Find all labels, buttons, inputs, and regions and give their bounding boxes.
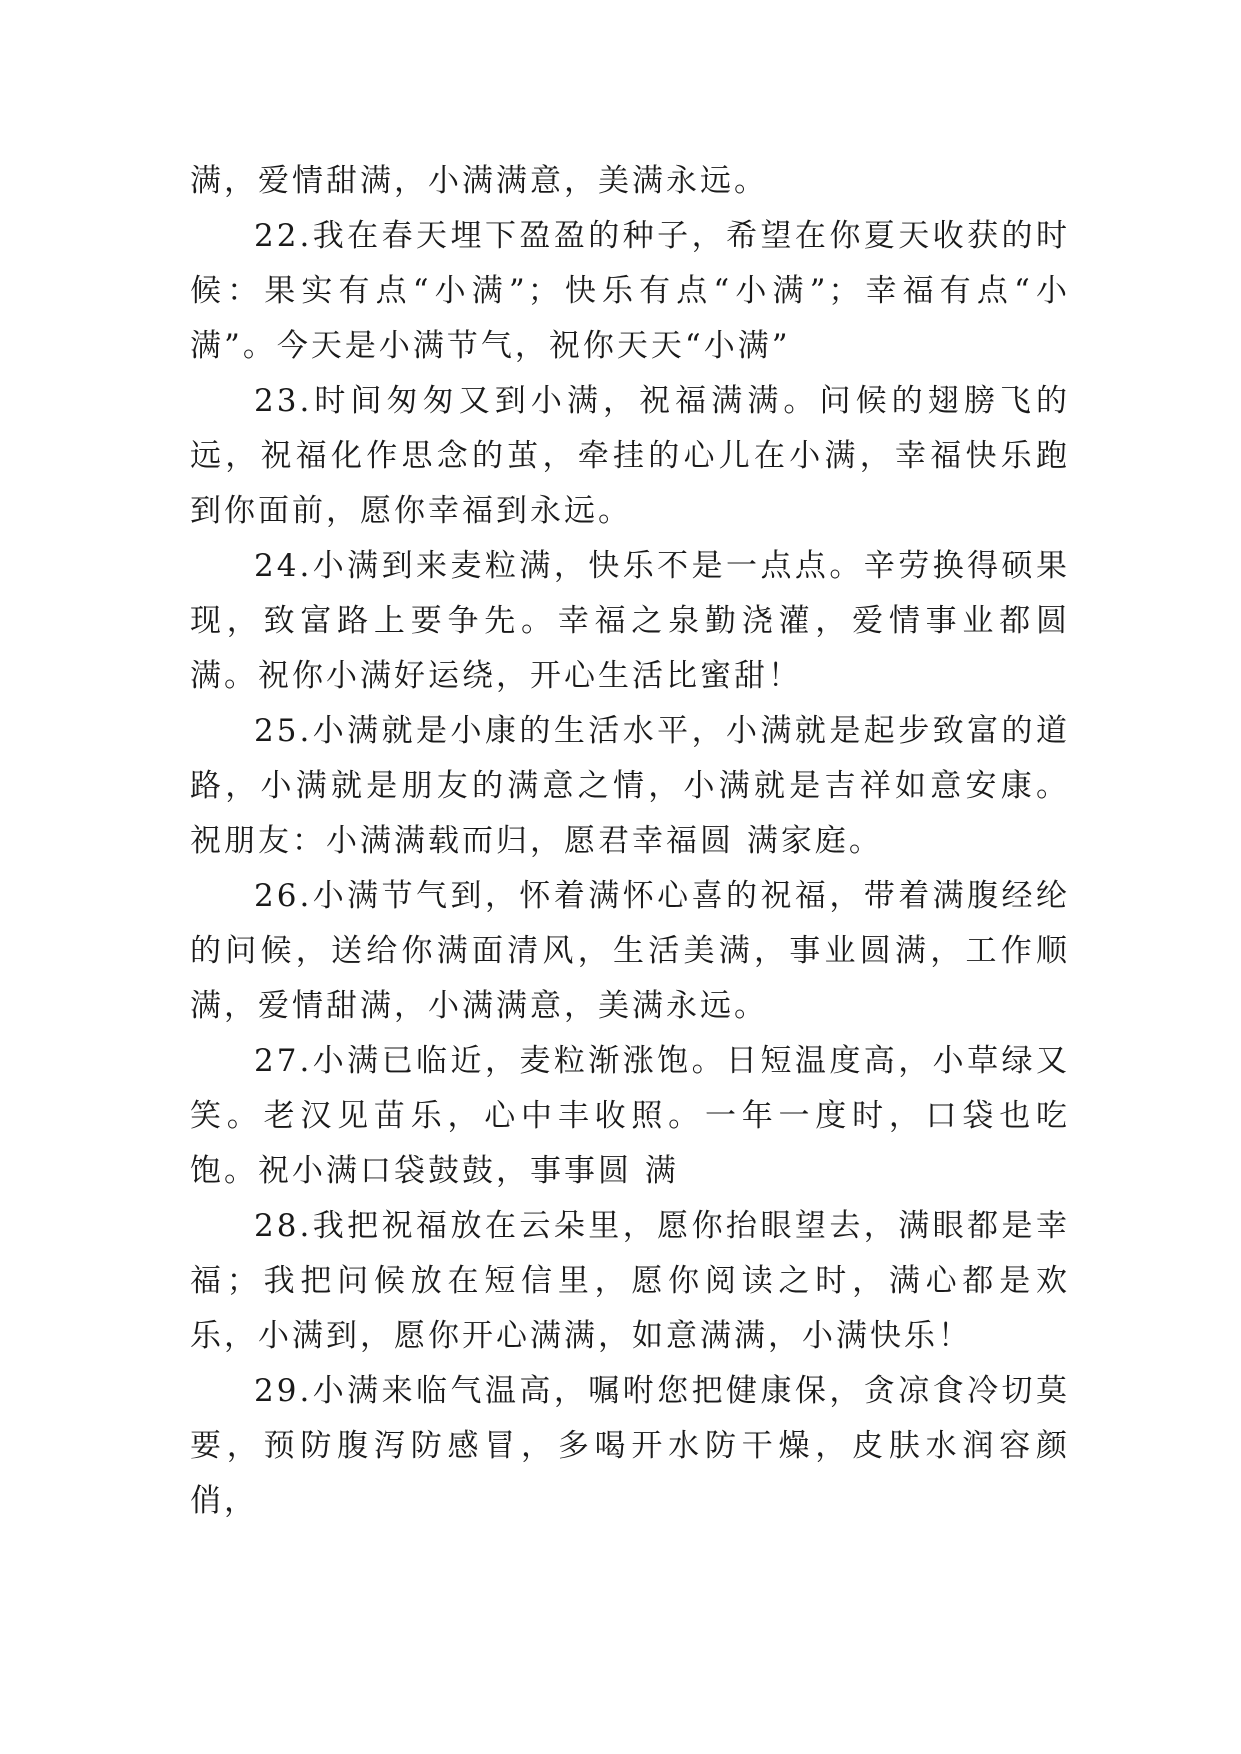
paragraph-27: 27.小满已临近，麦粒渐涨饱。日短温度高，小草绿又笑。老汉见苗乐，心中丰收照。一年一度时，口袋也吃饱。祝小满口袋鼓鼓，事事圆 满: [190, 1043, 1070, 1189]
paragraph-28: 28.我把祝福放在云朵里，愿你抬眼望去，满眼都是幸福；我把问候放在短信里，愿你阅读之时，满心都是欢乐，小满到，愿你开心满满，如意满满，小满快乐！: [190, 1208, 1070, 1354]
paragraph-26: 26.小满节气到，怀着满怀心喜的祝福，带着满腹经纶的问候，送给你满面清风，生活美满，事业圆满，工作顺满，爱情甜满，小满满意，美满永远。: [190, 878, 1070, 1024]
paragraph-22: 22.我在春天埋下盈盈的种子，希望在你夏天收获的时候：果实有点“小满”；快乐有点“小满”；幸福有点“小满”。今天是小满节气，祝你天天“小满”: [190, 218, 1070, 364]
document-body: [190, 154, 1070, 1529]
paragraph-25: 25.小满就是小康的生活水平，小满就是起步致富的道路，小满就是朋友的满意之情，小满就是吉祥如意安康。祝朋友：小满满载而归，愿君幸福圆 满家庭。: [190, 713, 1070, 859]
paragraph-29: 29.小满来临气温高，嘱咐您把健康保，贪凉食冷切莫要，预防腹泻防感冒，多喝开水防干燥，皮肤水润容颜俏，: [190, 1373, 1070, 1519]
paragraph-23: 23.时间匆匆又到小满，祝福满满。问候的翅膀飞的远，祝福化作思念的茧，牵挂的心儿在小满，幸福快乐跑到你面前，愿你幸福到永远。: [190, 383, 1070, 529]
paragraph-continuation: 满，爱情甜满，小满满意，美满永远。: [190, 163, 768, 199]
paragraph-24: 24.小满到来麦粒满，快乐不是一点点。辛劳换得硕果现，致富路上要争先。幸福之泉勤浇灌，爱情事业都圆满。祝你小满好运绕，开心生活比蜜甜！: [190, 548, 1070, 694]
